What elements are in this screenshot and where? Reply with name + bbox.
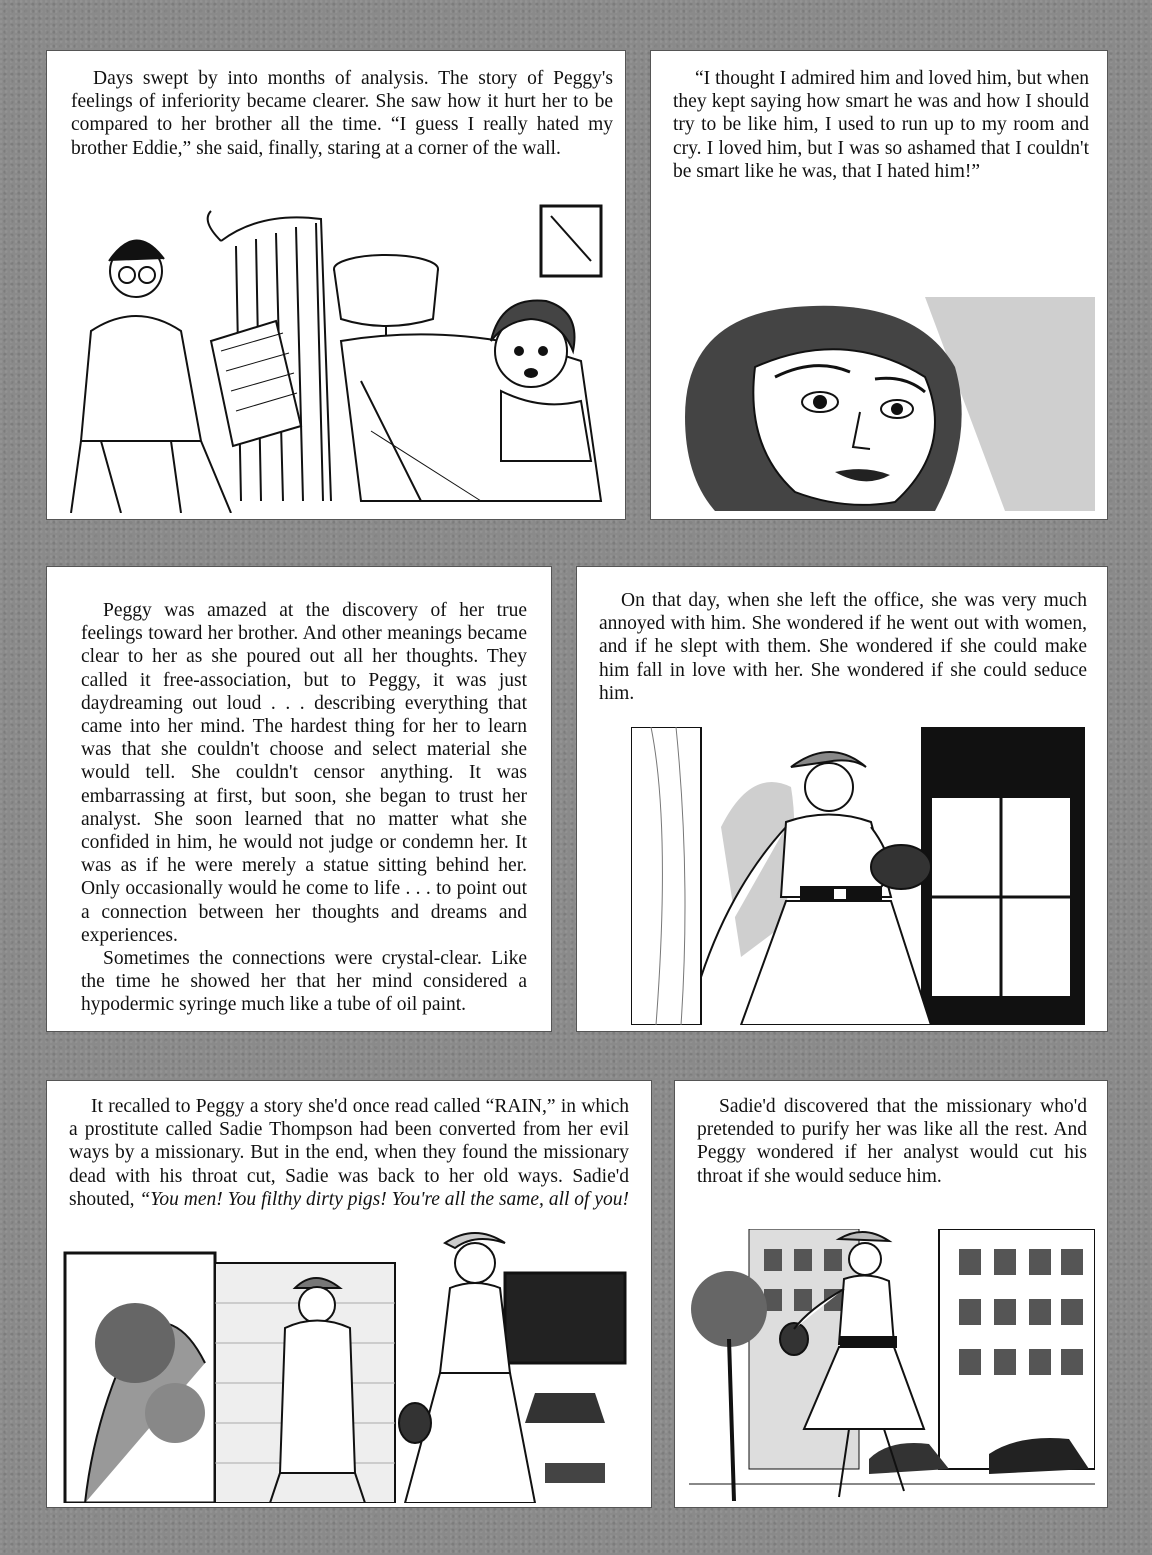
panel-5-illustration [55, 1213, 645, 1503]
panel-4 [576, 566, 1108, 1032]
analyst-session-drawing [61, 201, 613, 513]
panel-3-caption [81, 599, 527, 1017]
panel-1-caption-text: Days swept by into months of analysis. The story of Peggy's feelings of inferiority became clearer. She saw how it hurt her to be compared to her brother all the time. “I guess I really hated my brother Eddie,” she said, finally, staring at a corner of the wall. [71, 68, 613, 159]
panel-3-caption-text-2: Sometimes the connections were crystal-clear. Like the time he showed her that her mind considered a hypodermic syringe much like a tube of oil paint. [81, 948, 527, 1016]
panel-4-caption-text: On that day, when she left the office, she was very much annoyed with him. She wondered if he went out with women, and if he slept with them. She wondered if she could make him fall in love with her. She wondered if she could seduce him. [599, 590, 1087, 704]
panel-1-caption [71, 67, 613, 160]
panel-4-caption [599, 589, 1087, 705]
panel-5 [46, 1080, 652, 1508]
panel-2-caption [673, 67, 1089, 183]
peggy-face-drawing [675, 297, 1095, 511]
panel-1-illustration [61, 201, 613, 513]
lobby-doorman-drawing [55, 1213, 645, 1503]
panel-2-illustration [675, 297, 1095, 511]
panel-3 [46, 566, 552, 1032]
panel-6-caption [697, 1095, 1087, 1188]
panel-2 [650, 50, 1108, 520]
panel-5-caption-main: It recalled to Peggy a story she'd once read called “RAIN,” in which a prostitute called Sadie Thompson had been converted from her evil ways by a missionary. But in the end, when they found the missionary dead with his throat cut, Sadie was back to her old ways. Sadie'd shouted, [69, 1096, 629, 1210]
panel-1 [46, 50, 626, 520]
panel-2-caption-text: “I thought I admired him and loved him, but when they kept saying how smart he was and how I should try to be like him, I used to run up to my room and cry. I loved him, but I was so ashamed that I couldn't be smart like he was, that I hated him!” [673, 68, 1089, 182]
panel-4-illustration [631, 727, 1085, 1025]
panel-6-caption-text: Sadie'd discovered that the missionary who'd pretended to purify her was like all the rest. And Peggy wondered if her analyst would cut his throat if she would seduce him. [697, 1096, 1087, 1187]
panel-6 [674, 1080, 1108, 1508]
city-street-drawing [689, 1229, 1095, 1501]
panel-6-illustration [689, 1229, 1095, 1501]
panel-5-caption-quote: “You men! You filthy dirty pigs! You're all the same, all of you! [139, 1188, 630, 1210]
panel-3-caption-text-1: Peggy was amazed at the discovery of her true feelings toward her brother. And other meanings became clear to her as she poured out all her thoughts. They called it free-association, but to Peggy, it was just daydreaming out loud . . . describing everything that came into her mind. The hardest thing for her to learn was that she couldn't choose and select material she would tell. She couldn't censor anything. It was embarrassing at first, but soon, she began to trust her analyst. She soon learned that no matter what she confided in him, he would not judge or condemn her. It was as if he were merely a statue sitting behind her. Only occasionally would he come to life . . . to point out a connection between her thoughts and dreams and experiences. [81, 600, 527, 946]
peggy-at-door-drawing [631, 727, 1085, 1025]
